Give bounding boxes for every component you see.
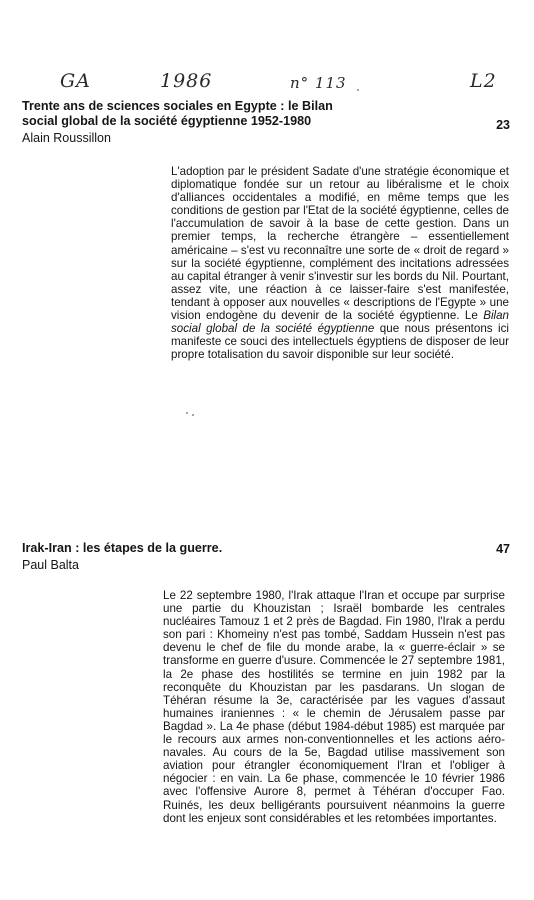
- abstract-text: L'adoption par le président Sadate d'une stratégie économique et diplomatique fondée sur un retour au libéralisme et le choix d'alliances occidentales a modifié, en même temps que les conditions de gestion par l'Etat de la société égyptienne, celles de l'accumulation de savoir à la base de cette gestion. Dans un premier temps, la recherche étrangère – essentiellement américaine – s'est vu reconnaître une sorte de « droit de regard » sur la société égyptienne, complément des incitations adressées au capital étranger à venir s'investir sur les bords du Nil. Pourtant, assez vite, une réaction à ce laisser-faire s'est manifestée, tendant à opposer aux nouvelles « descriptions de l'Egypte » une vision endogène du devenir de la société égyptienne. Le: [171, 165, 510, 323]
- scan-speck: [186, 412, 188, 414]
- article-title-line: social global de la société égyptienne 1952-1980: [22, 114, 312, 128]
- article-author: Paul Balta: [22, 558, 79, 572]
- article-title: [22, 541, 222, 556]
- scan-speck: [192, 414, 194, 416]
- abstract-paragraph: [171, 165, 509, 361]
- page-number: 47: [496, 542, 510, 556]
- article-title-line: Trente ans de sciences sociales en Egypte : le Bilan: [22, 99, 333, 113]
- abstract-italic-title: Bilan social global de la société égyptienne: [171, 309, 509, 336]
- abstract-paragraph: Le 22 septembre 1980, l'Irak attaque l'Iran et occupe par surprise une partie du Khouzistan ; Israël bombarde les centrales nucléaires Tamouz 1 et 2 près de Bagdad. Fin 1980, l'Irak a perdu son pari : Khomeiny n'est pas tombé, Saddam Hussein n'est pas devenu le chef de file du monde arabe, la « guerre-éclair » se transforme en guerre d'usure. Commencée le 27 septembre 1981, la 2e phase des hostilités se termine en juin 1982 par la reconquête du Khouzistan par les pasdarans. Un slogan de Téhéran résume la 3e, caractérisée par les vagues d'assaut humaines iraniennes : « le chemin de Jérusalem passe par Bagdad ». La 4e phase (début 1984-début 1985) est marquée par le recours aux armes non-conventionnelles et les actions aéro-navales. Au cours de la 5e, Bagdad utilise massivement son aviation pour étrangler économiquement l'Iran et l'obliger à négocier : en vain. La 6e phase, commencée le 10 février 1986 avec l'offensive Aurore 8, permet à Téhéran d'occuper Fao. Ruinés, les deux belligérants poursuivent néanmoins la guerre dont les enjeux sont considérables et les retombées importantes.: [163, 589, 505, 825]
- abstract-text: que nous présentons ici manifeste ce souci des intellectuels égyptiens de disposer de leur propre totalisation du savoir disponible sur leur société.: [171, 322, 510, 362]
- article-title-line: Irak-Iran : les étapes de la guerre.: [22, 541, 223, 555]
- handwritten-issue: n° 113: [290, 74, 347, 92]
- article-abstract: [163, 589, 505, 825]
- scan-speck: [357, 89, 359, 91]
- handwritten-year: 1986: [160, 70, 213, 92]
- page-number: 23: [496, 118, 510, 132]
- handwritten-initials: L2: [470, 70, 497, 92]
- article-abstract: [171, 165, 509, 361]
- article-author: Alain Roussillon: [22, 131, 111, 145]
- article-title: [22, 99, 333, 129]
- handwritten-code: GA: [60, 70, 91, 92]
